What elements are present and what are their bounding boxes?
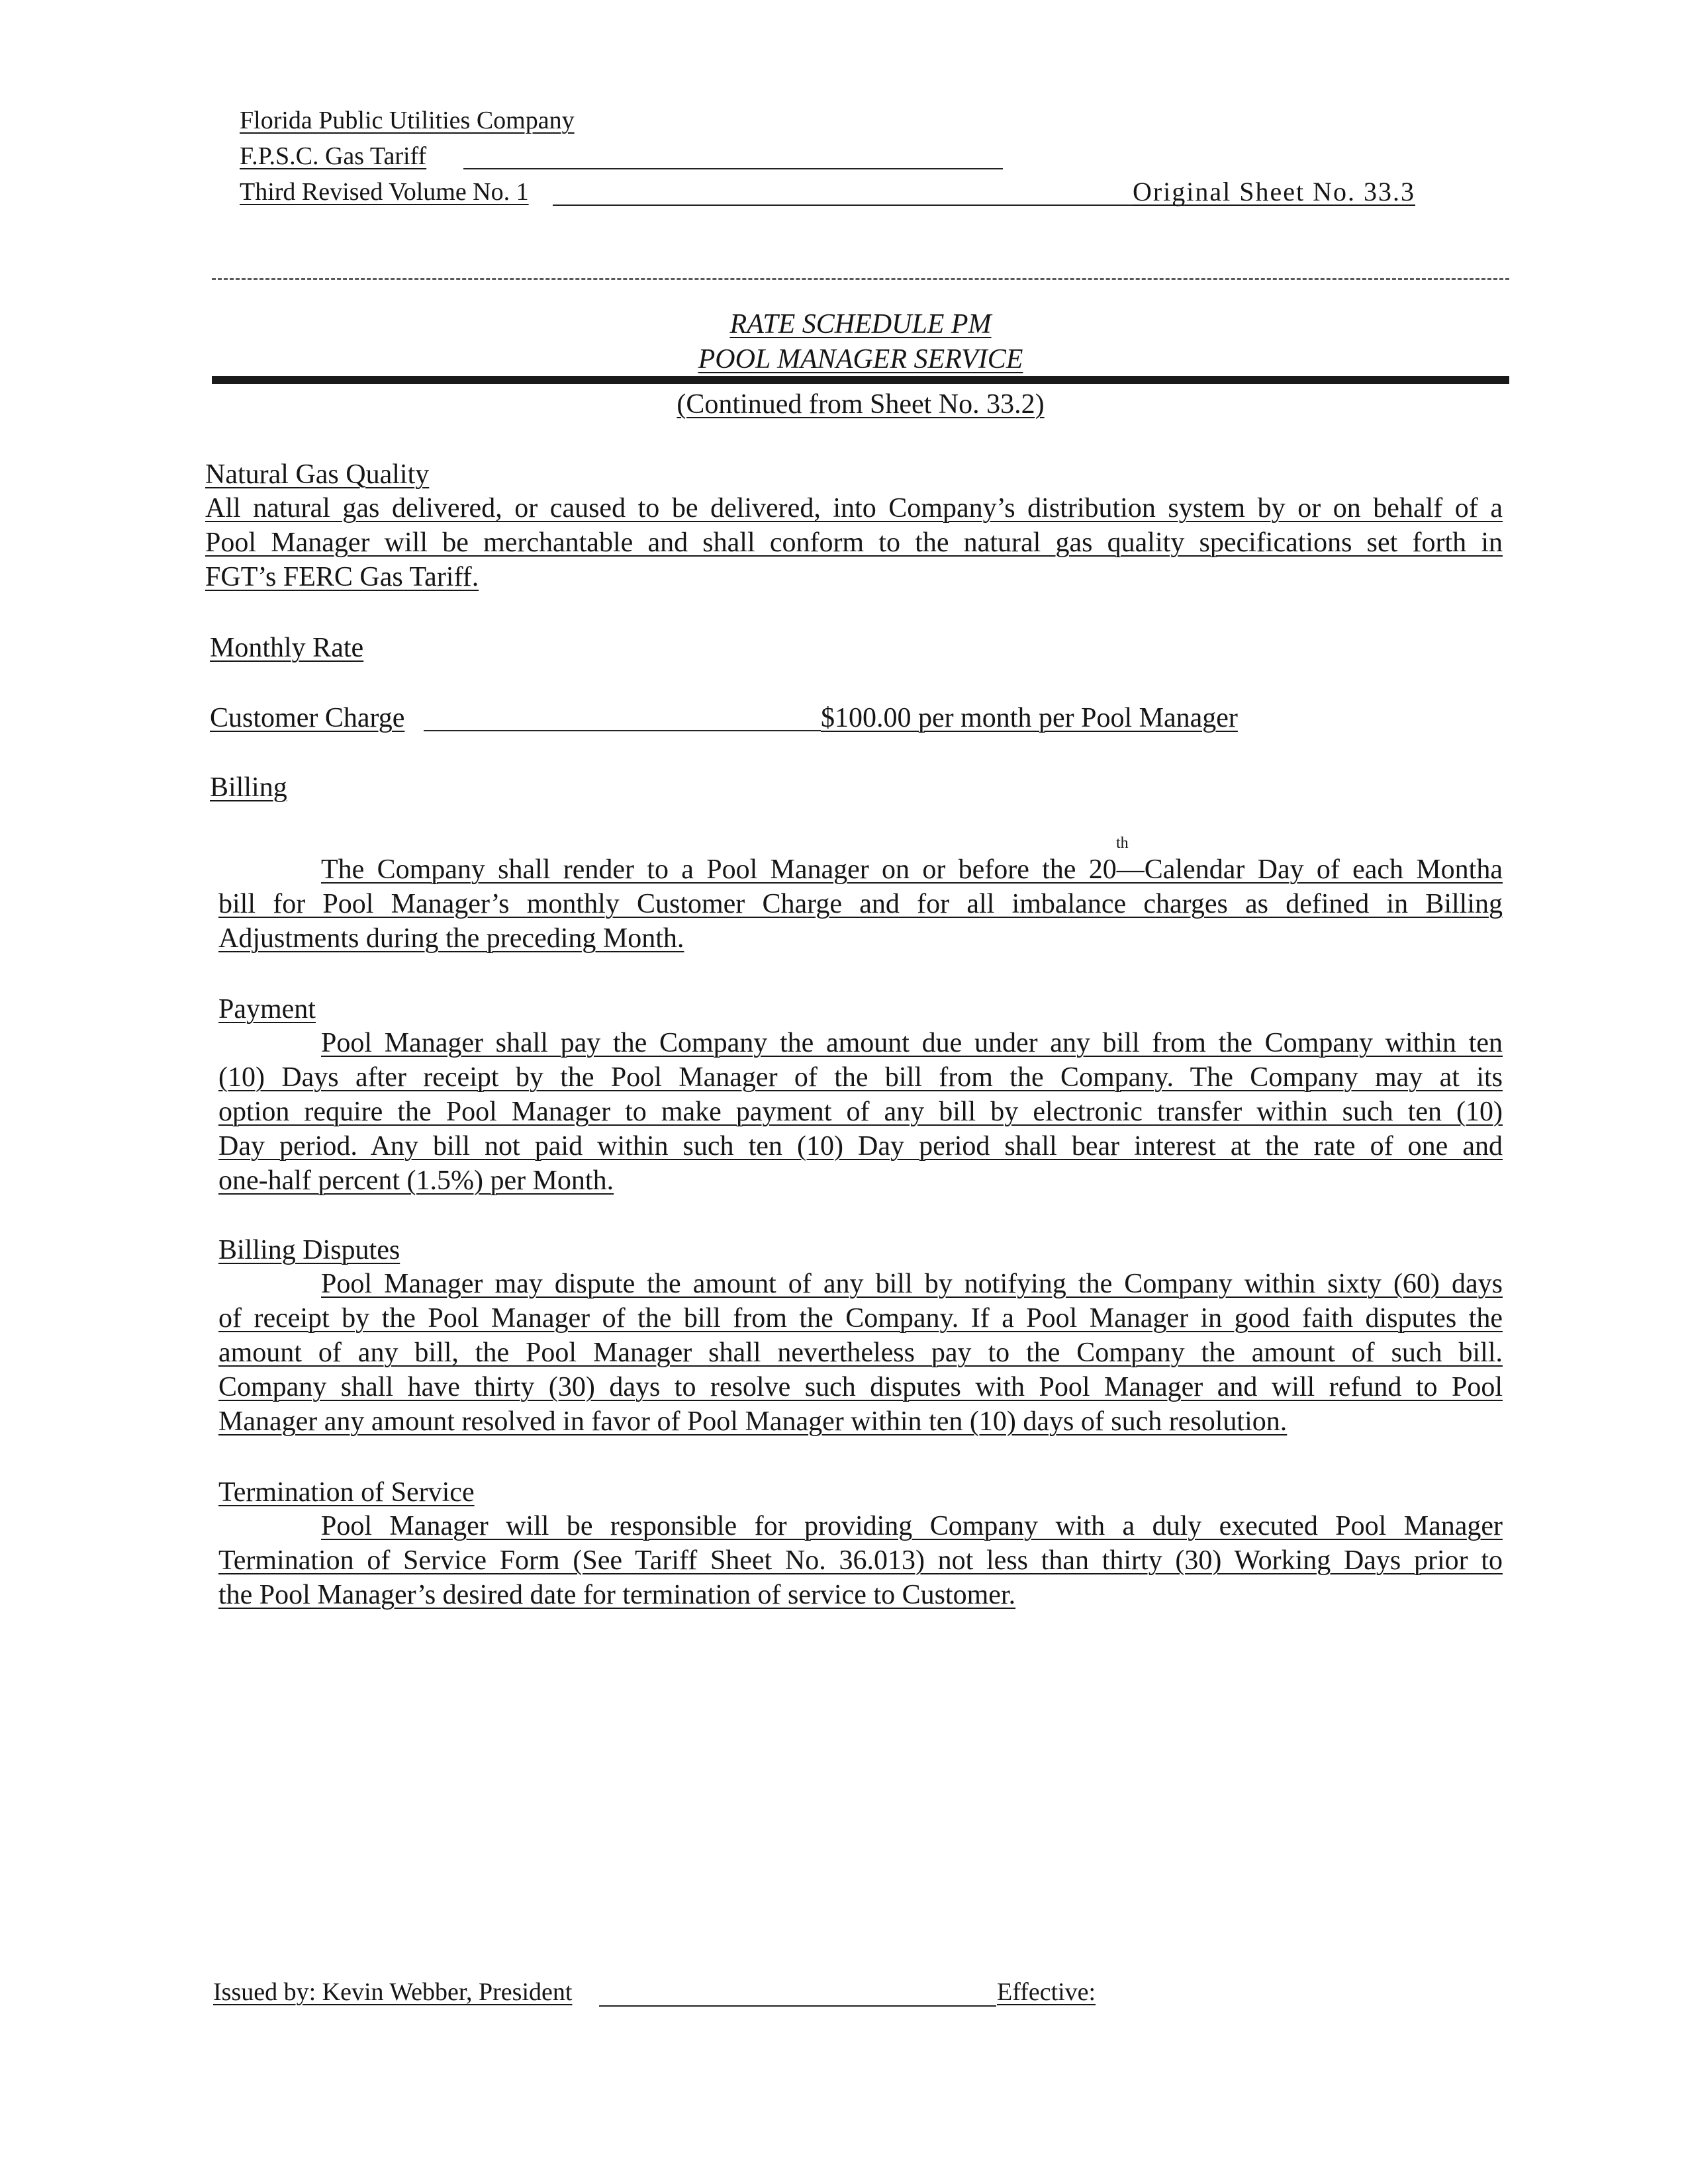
title-rule bbox=[212, 376, 1509, 384]
payment-heading: Payment bbox=[218, 994, 316, 1024]
billing-disputes-paragraph bbox=[218, 1267, 1503, 1439]
customer-charge-value: $100.00 per month per Pool Manager bbox=[821, 703, 1238, 733]
billing-line: Adjustments during the preceding Month. bbox=[218, 923, 684, 954]
billing-disputes-line: of receipt by the Pool Manager of the bill from the Company. If a Pool Manager in good faith disputes the bbox=[218, 1303, 1503, 1334]
termination-heading: Termination of Service bbox=[218, 1477, 475, 1508]
company-name: Florida Public Utilities Company bbox=[240, 107, 575, 134]
billing-line: The Company shall render to a Pool Manager on or before the 20—Calendar Day of each Montha bbox=[321, 854, 1503, 885]
billing-disputes-line: Company shall have thirty (30) days to resolve such disputes with Pool Manager and will refund to Pool bbox=[218, 1372, 1503, 1402]
billing-paragraph bbox=[218, 852, 1503, 956]
gas-quality-line: Pool Manager will be merchantable and shall conform to the natural gas quality specifications set forth in bbox=[205, 527, 1503, 558]
issued-by: Issued by: Kevin Webber, President bbox=[213, 1978, 573, 2006]
payment-line: Day period. Any bill not paid within such ten (10) Day period shall bear interest at the rate of one and bbox=[218, 1131, 1503, 1161]
payment-line: option require the Pool Manager to make payment of any bill by electronic transfer within such ten (10) bbox=[218, 1097, 1503, 1127]
gas-quality-line: All natural gas delivered, or caused to be delivered, into Company’s distribution system by or on behalf of a bbox=[205, 493, 1503, 523]
effective-label: Effective: bbox=[997, 1978, 1096, 2006]
footer-rule bbox=[599, 2005, 996, 2007]
header-divider bbox=[212, 278, 1509, 280]
termination-line: Pool Manager will be responsible for providing Company with a duly executed Pool Manager bbox=[321, 1511, 1503, 1541]
continued-note: (Continued from Sheet No. 33.2) bbox=[677, 389, 1045, 420]
gas-quality-line: FGT’s FERC Gas Tariff. bbox=[205, 562, 479, 592]
billing-disputes-line: amount of any bill, the Pool Manager shall nevertheless pay to the Company the amount of such bill. bbox=[218, 1338, 1503, 1368]
billing-disputes-heading: Billing Disputes bbox=[218, 1235, 400, 1265]
termination-line: Termination of Service Form (See Tariff Sheet No. 36.013) not less than thirty (30) Working Days prior to bbox=[218, 1545, 1503, 1576]
billing-disputes-line: Manager any amount resolved in favor of Pool Manager within ten (10) days of such resolution. bbox=[218, 1406, 1288, 1437]
billing-heading: Billing bbox=[210, 772, 287, 803]
billing-line: bill for Pool Manager’s monthly Customer Charge and for all imbalance charges as defined in Billing bbox=[218, 889, 1503, 919]
payment-line: one-half percent (1.5%) per Month. bbox=[218, 1165, 614, 1196]
gas-quality-heading: Natural Gas Quality bbox=[205, 459, 430, 490]
monthly-rate-heading: Monthly Rate bbox=[210, 633, 364, 663]
customer-charge-label: Customer Charge bbox=[210, 703, 405, 733]
termination-line: the Pool Manager’s desired date for termination of service to Customer. bbox=[218, 1580, 1016, 1610]
customer-charge-rule bbox=[424, 730, 821, 731]
ordinal-superscript: th bbox=[1116, 835, 1129, 852]
sheet-number: Original Sheet No. 33.3 bbox=[1132, 177, 1415, 206]
rate-schedule-title: RATE SCHEDULE PM bbox=[729, 309, 992, 340]
billing-disputes-line: Pool Manager may dispute the amount of any bill by notifying the Company within sixty (60) days bbox=[321, 1269, 1503, 1299]
tariff-rule bbox=[463, 168, 1003, 169]
payment-line: (10) Days after receipt by the Pool Manager of the bill from the Company. The Company may at its bbox=[218, 1062, 1503, 1093]
tariff-name: F.P.S.C. Gas Tariff bbox=[240, 142, 427, 170]
volume-number: Third Revised Volume No. 1 bbox=[240, 178, 529, 206]
payment-paragraph bbox=[218, 1026, 1503, 1198]
service-title: POOL MANAGER SERVICE bbox=[698, 344, 1023, 375]
termination-paragraph bbox=[218, 1509, 1503, 1612]
gas-quality-paragraph bbox=[205, 491, 1503, 594]
payment-line: Pool Manager shall pay the Company the amount due under any bill from the Company within ten bbox=[321, 1028, 1503, 1058]
